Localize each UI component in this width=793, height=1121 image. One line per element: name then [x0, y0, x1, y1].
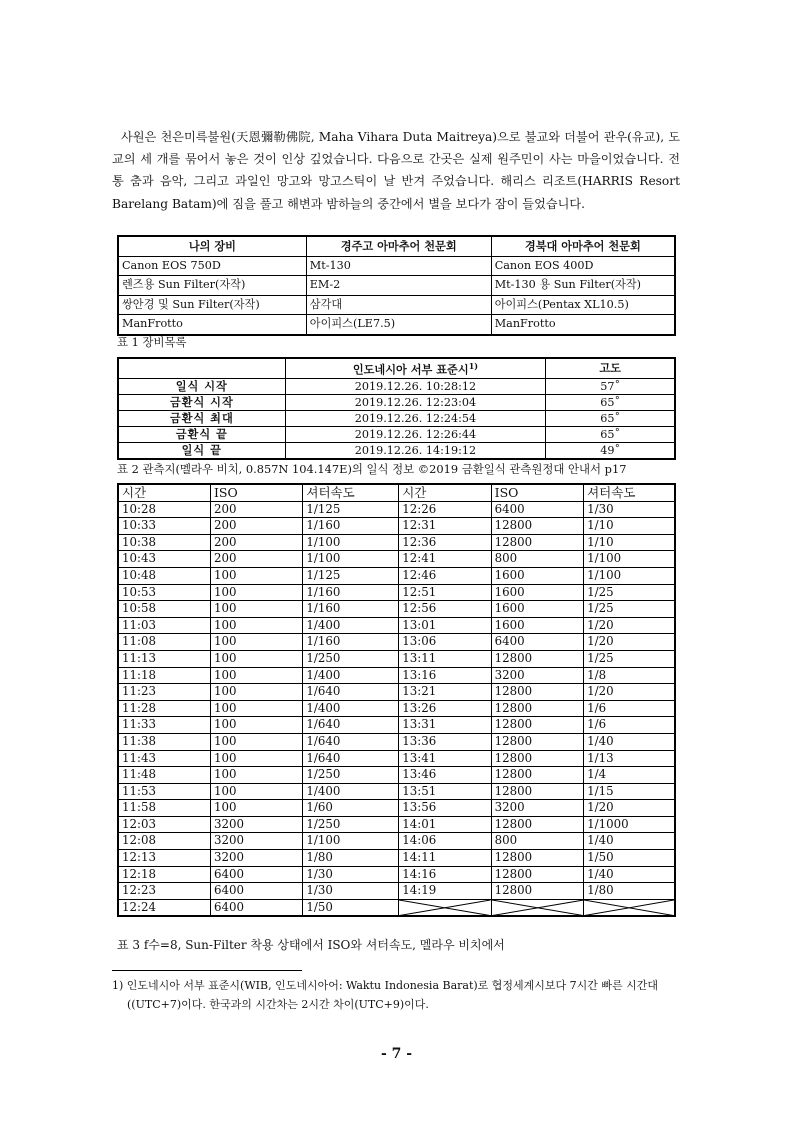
- table-cell: Canon EOS 750D: [118, 256, 306, 276]
- table-cell: 1/30: [303, 866, 399, 883]
- cross-out-mark: [492, 900, 583, 916]
- event-time: 2019.12.26. 12:26:44: [285, 427, 546, 443]
- table-cell: 10:48: [118, 567, 210, 584]
- table-cell: 11:33: [118, 717, 210, 734]
- table-cell: 1/30: [584, 501, 675, 518]
- table-cell: 삼각대: [306, 295, 491, 315]
- table-cell: 11:28: [118, 700, 210, 717]
- table2-header-empty: [118, 358, 285, 378]
- table-row: [118, 667, 675, 684]
- table-row: [118, 501, 675, 518]
- table-cell: 1/250: [303, 650, 399, 667]
- table-cell: 12800: [491, 783, 583, 800]
- table-cell: Canon EOS 400D: [491, 256, 675, 276]
- table-cell: 6400: [210, 883, 302, 900]
- table-cell: 1600: [491, 601, 583, 618]
- table-cell: 1/640: [303, 684, 399, 701]
- table-cell: 1/400: [303, 667, 399, 684]
- table-cell: 3200: [210, 850, 302, 867]
- table3-header: 셔터속도: [303, 484, 399, 501]
- table-row: [118, 276, 675, 296]
- table-cell: 11:53: [118, 783, 210, 800]
- table-row: [118, 534, 675, 551]
- table-row: [118, 427, 675, 443]
- table2-caption: 표 2 관측지(멜라우 비치, 0.857N 104.147E)의 일식 정보 ©2019 금환일식 관측원정대 안내서 p17: [117, 462, 627, 476]
- table-cell: 100: [210, 617, 302, 634]
- table-cell: 1/80: [303, 850, 399, 867]
- table-cell: 1/160: [303, 584, 399, 601]
- table-cell: 12800: [491, 866, 583, 883]
- table-cell: 100: [210, 667, 302, 684]
- table-cell: 1/400: [303, 700, 399, 717]
- table-row: [118, 767, 675, 784]
- table-cell: 12:31: [399, 518, 491, 535]
- table-cell: 14:19: [399, 883, 491, 900]
- table3-header: 시간: [118, 484, 210, 501]
- table-cell: 11:13: [118, 650, 210, 667]
- table-cell: 1/20: [584, 634, 675, 651]
- table-cell: 100: [210, 783, 302, 800]
- equipment-table: [117, 235, 676, 336]
- table-row: [118, 617, 675, 634]
- page-number: - 7 -: [380, 1046, 413, 1062]
- table-cell: 12800: [491, 883, 583, 900]
- table-row: [118, 850, 675, 867]
- table-cell: 1/13: [584, 750, 675, 767]
- table-cell: 200: [210, 518, 302, 535]
- table-cell: 12800: [491, 767, 583, 784]
- table-cell: Mt-130: [306, 256, 491, 276]
- table-cell: 12:26: [399, 501, 491, 518]
- table-cell: 11:03: [118, 617, 210, 634]
- table-cell: 1/20: [584, 684, 675, 701]
- table-cell: 1/125: [303, 567, 399, 584]
- table1-caption: 표 1 장비목록: [117, 335, 187, 349]
- table-cell: 1/640: [303, 750, 399, 767]
- table-cell: 1600: [491, 567, 583, 584]
- event-time: 2019.12.26. 12:24:54: [285, 411, 546, 427]
- empty-cell: [491, 899, 583, 916]
- empty-cell: [399, 899, 491, 916]
- table-cell: 아이피스(LE7.5): [306, 315, 491, 335]
- table-cell: 11:18: [118, 667, 210, 684]
- table-cell: 1/50: [303, 899, 399, 916]
- table-row: [118, 650, 675, 667]
- table-cell: 12800: [491, 750, 583, 767]
- table-cell: 1/25: [584, 650, 675, 667]
- footnote-ref: 1): [468, 361, 479, 371]
- table-cell: 12800: [491, 650, 583, 667]
- table-cell: 200: [210, 501, 302, 518]
- table-row: [118, 684, 675, 701]
- table-cell: 12800: [491, 733, 583, 750]
- table-row: [118, 899, 675, 916]
- table2-body: [118, 378, 675, 459]
- eclipse-info-table: [117, 357, 676, 460]
- exposure-table: [117, 483, 676, 917]
- table-row: [118, 833, 675, 850]
- table-cell: 13:16: [399, 667, 491, 684]
- event-time: 2019.12.26. 10:28:12: [285, 378, 546, 394]
- table-cell: 13:01: [399, 617, 491, 634]
- table-row: [118, 567, 675, 584]
- table-row: [118, 394, 675, 410]
- table-cell: 1/10: [584, 518, 675, 535]
- table-cell: 13:11: [399, 650, 491, 667]
- table-cell: 10:58: [118, 601, 210, 618]
- table-cell: 11:08: [118, 634, 210, 651]
- table-cell: 1/40: [584, 733, 675, 750]
- table-cell: 12:51: [399, 584, 491, 601]
- table-cell: 12:24: [118, 899, 210, 916]
- table-row: [118, 601, 675, 618]
- table-cell: 1/100: [303, 551, 399, 568]
- table-cell: 1/400: [303, 617, 399, 634]
- table-cell: 6400: [491, 501, 583, 518]
- table-row: [118, 295, 675, 315]
- event-name: 금환식 최대: [118, 411, 285, 427]
- table-cell: 1/100: [303, 833, 399, 850]
- table-row: [118, 800, 675, 817]
- table-cell: 12:36: [399, 534, 491, 551]
- table-cell: 12800: [491, 850, 583, 867]
- table-cell: 11:48: [118, 767, 210, 784]
- table2-header-text: 인도네시아 서부 표준시: [352, 362, 469, 377]
- table-cell: 13:06: [399, 634, 491, 651]
- table-cell: 1/20: [584, 800, 675, 817]
- table3-header: 시간: [399, 484, 491, 501]
- table-cell: 1600: [491, 584, 583, 601]
- table-row: [118, 315, 675, 335]
- table-cell: 1/50: [584, 850, 675, 867]
- table-cell: 100: [210, 800, 302, 817]
- table-row: [118, 866, 675, 883]
- footnote-marker: 1): [112, 979, 124, 992]
- table2-header: 고도: [546, 358, 675, 378]
- footnote-body: [112, 976, 682, 1014]
- event-name: 일식 끝: [118, 443, 285, 460]
- table-cell: 11:23: [118, 684, 210, 701]
- event-time: 2019.12.26. 12:23:04: [285, 394, 546, 410]
- table-cell: 100: [210, 650, 302, 667]
- table-cell: 10:43: [118, 551, 210, 568]
- table-row: [118, 883, 675, 900]
- table-cell: 1/15: [584, 783, 675, 800]
- table-cell: EM-2: [306, 276, 491, 296]
- table-row: [118, 733, 675, 750]
- table-cell: 100: [210, 767, 302, 784]
- event-altitude: 65˚: [546, 427, 675, 443]
- table-cell: 1/80: [584, 883, 675, 900]
- table-cell: 1/1000: [584, 816, 675, 833]
- table-cell: 13:36: [399, 733, 491, 750]
- table-cell: 100: [210, 684, 302, 701]
- table-cell: 1/60: [303, 800, 399, 817]
- table-cell: 12800: [491, 534, 583, 551]
- table-cell: 1/4: [584, 767, 675, 784]
- table-cell: 12:03: [118, 816, 210, 833]
- table-cell: 12800: [491, 684, 583, 701]
- table-cell: ManFrotto: [491, 315, 675, 335]
- table-row: [118, 378, 675, 394]
- table-cell: 14:06: [399, 833, 491, 850]
- table-cell: 1/25: [584, 584, 675, 601]
- table1-header: 경북대 아마추어 천문회: [491, 236, 675, 256]
- table-cell: 14:11: [399, 850, 491, 867]
- table-cell: 1/40: [584, 866, 675, 883]
- table-cell: 1/10: [584, 534, 675, 551]
- event-altitude: 57˚: [546, 378, 675, 394]
- table3-header: ISO: [491, 484, 583, 501]
- table-cell: 1/40: [584, 833, 675, 850]
- table-cell: 1/400: [303, 783, 399, 800]
- table-cell: 12800: [491, 717, 583, 734]
- table-cell: 12800: [491, 518, 583, 535]
- cross-out-mark: [399, 900, 490, 916]
- table-cell: 12:41: [399, 551, 491, 568]
- table-cell: Mt-130 용 Sun Filter(자작): [491, 276, 675, 296]
- table-row: [118, 518, 675, 535]
- event-altitude: 65˚: [546, 394, 675, 410]
- footnote-text: 인도네시아 서부 표준시(WIB, 인도네시아어: Waktu Indonesia Barat)로 협정세계시보다 7시간 빠른 시간대((UTC+7)이다. 한국과의 시간차는 2시간 차이(UTC+9)이다.: [126, 979, 659, 1011]
- empty-cell: [584, 899, 675, 916]
- table-row: [118, 816, 675, 833]
- table-cell: 1/160: [303, 601, 399, 618]
- table-cell: 200: [210, 551, 302, 568]
- table-cell: 200: [210, 534, 302, 551]
- table-cell: 렌즈용 Sun Filter(자작): [118, 276, 306, 296]
- table-cell: 10:33: [118, 518, 210, 535]
- table-cell: 13:46: [399, 767, 491, 784]
- table-cell: 쌍안경 및 Sun Filter(자작): [118, 295, 306, 315]
- table-cell: 100: [210, 567, 302, 584]
- table-cell: 1/640: [303, 717, 399, 734]
- table-row: [118, 717, 675, 734]
- table-cell: 12800: [491, 700, 583, 717]
- table-cell: 1/250: [303, 767, 399, 784]
- table-cell: 12:23: [118, 883, 210, 900]
- table-cell: 12:08: [118, 833, 210, 850]
- table-cell: 3200: [491, 800, 583, 817]
- table-cell: 3200: [210, 833, 302, 850]
- table-cell: 800: [491, 833, 583, 850]
- table-cell: 3200: [491, 667, 583, 684]
- event-altitude: 49˚: [546, 443, 675, 460]
- table-row: [118, 634, 675, 651]
- table-cell: 13:56: [399, 800, 491, 817]
- event-name: 금환식 시작: [118, 394, 285, 410]
- footnote: [112, 976, 682, 1014]
- table-row: [118, 551, 675, 568]
- table-cell: 100: [210, 750, 302, 767]
- table-cell: 6400: [210, 899, 302, 916]
- table-cell: 100: [210, 733, 302, 750]
- table-cell: 10:38: [118, 534, 210, 551]
- table-cell: 1/6: [584, 700, 675, 717]
- event-name: 일식 시작: [118, 378, 285, 394]
- table-cell: 아이피스(Pentax XL10.5): [491, 295, 675, 315]
- table-cell: 13:31: [399, 717, 491, 734]
- table-cell: 800: [491, 551, 583, 568]
- table-row: [118, 584, 675, 601]
- table-cell: 1/100: [584, 567, 675, 584]
- table-cell: 1/160: [303, 518, 399, 535]
- table-cell: 10:28: [118, 501, 210, 518]
- footnote-divider: [112, 970, 302, 971]
- table3-body: [118, 501, 675, 916]
- table-cell: 11:58: [118, 800, 210, 817]
- table2-header: [285, 358, 546, 378]
- table-cell: 10:53: [118, 584, 210, 601]
- table-cell: 1/160: [303, 634, 399, 651]
- table-cell: 1/20: [584, 617, 675, 634]
- table-cell: 12800: [491, 816, 583, 833]
- table-cell: 13:51: [399, 783, 491, 800]
- table-row: [118, 411, 675, 427]
- table-cell: 100: [210, 584, 302, 601]
- table1-header: 나의 장비: [118, 236, 306, 256]
- table-cell: 6400: [210, 866, 302, 883]
- event-name: 금환식 끝: [118, 427, 285, 443]
- cross-out-mark: [584, 900, 674, 916]
- table-cell: 1/640: [303, 733, 399, 750]
- table-cell: 6400: [491, 634, 583, 651]
- table-cell: 1/100: [584, 551, 675, 568]
- table-cell: 1/25: [584, 601, 675, 618]
- table-cell: 1/30: [303, 883, 399, 900]
- table-cell: 12:18: [118, 866, 210, 883]
- table-row: [118, 783, 675, 800]
- table-cell: 100: [210, 700, 302, 717]
- event-time: 2019.12.26. 14:19:12: [285, 443, 546, 460]
- table-cell: 14:16: [399, 866, 491, 883]
- body-paragraph: 사원은 천은미륵불원(天恩彌勒佛院, Maha Vihara Duta Maitreya)으로 불교와 더불어 관우(유교), 도교의 세 개를 묶어서 놓은 것이 인상 깊었습니다. 다음으로 간곳은 실제 원주민이 사는 마을이었습니다. 전통 춤과 음악, 그리고 과일인 망고와 망고스틱이 날 반겨 주었습니다. 해리스 리조트(HARRIS Resort Barelang Batam)에 짐을 풀고 해변과 밤하늘의 중간에서 별을 보다가 잠이 들었습니다.: [112, 130, 680, 211]
- table-cell: ManFrotto: [118, 315, 306, 335]
- table-cell: 3200: [210, 816, 302, 833]
- table-cell: 12:46: [399, 567, 491, 584]
- table3-caption: 표 3 f수=8, Sun-Filter 착용 상태에서 ISO와 셔터속도, 멜라우 비치에서: [117, 938, 505, 952]
- table-cell: 1/8: [584, 667, 675, 684]
- table-cell: 1600: [491, 617, 583, 634]
- table-cell: 13:26: [399, 700, 491, 717]
- table-row: [118, 700, 675, 717]
- table-cell: 1/6: [584, 717, 675, 734]
- table-cell: 14:01: [399, 816, 491, 833]
- table-cell: 13:41: [399, 750, 491, 767]
- event-altitude: 65˚: [546, 411, 675, 427]
- table-cell: 11:43: [118, 750, 210, 767]
- table-row: [118, 443, 675, 460]
- table-cell: 1/125: [303, 501, 399, 518]
- table-cell: 100: [210, 634, 302, 651]
- table-cell: 12:13: [118, 850, 210, 867]
- table-cell: 1/100: [303, 534, 399, 551]
- table-cell: 13:21: [399, 684, 491, 701]
- table-row: [118, 750, 675, 767]
- table1-body: [118, 256, 675, 335]
- table1-header: 경주고 아마추어 천문회: [306, 236, 491, 256]
- table-cell: 100: [210, 717, 302, 734]
- table-cell: 100: [210, 601, 302, 618]
- table-cell: 12:56: [399, 601, 491, 618]
- table-row: [118, 256, 675, 276]
- table3-header: 셔터속도: [584, 484, 675, 501]
- table3-header: ISO: [210, 484, 302, 501]
- table-cell: 11:38: [118, 733, 210, 750]
- table-cell: 1/250: [303, 816, 399, 833]
